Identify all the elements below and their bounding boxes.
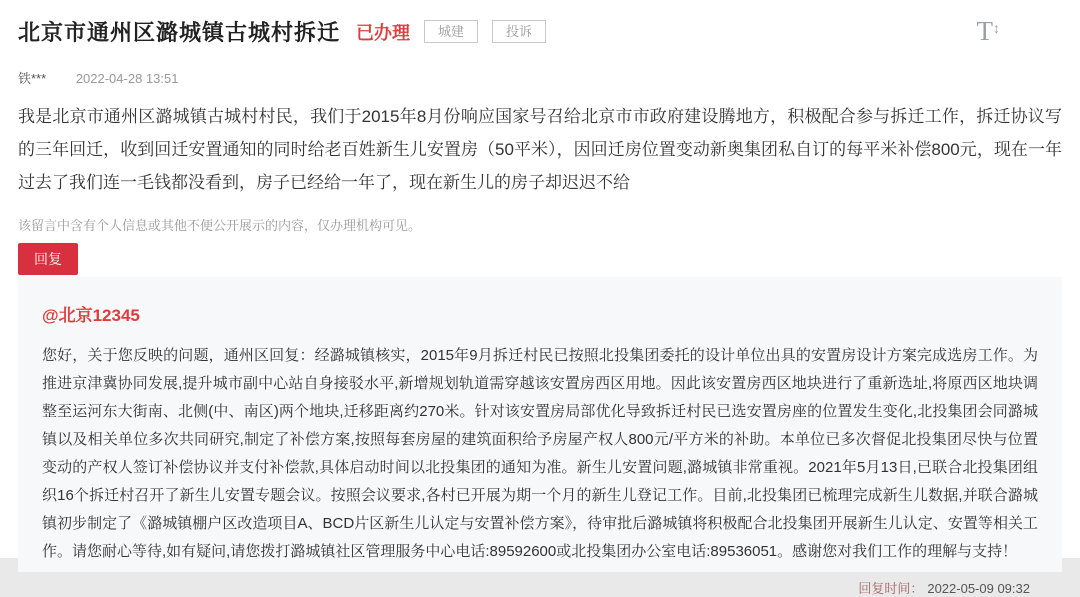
font-size-icon[interactable] — [977, 18, 1001, 45]
reply-card — [18, 277, 1062, 596]
tag-category[interactable]: 城建 — [424, 20, 478, 44]
post-meta — [18, 68, 1062, 87]
post-content: 我是北京市通州区潞城镇古城村村民，我们于2015年8月份响应国家号召给北京市市政府建设腾地方，积极配合参与拆迁工作，拆迁协议写的三年回迁，收到回迁安置通知的同时给老百姓新生儿安置房（50平米），因回迁房位置变动新奥集团私自订的每平米补偿800元，现在一年过去了我们连一毛钱都没看到，房子已经给一年了，现在新生儿的房子却迟迟不给 — [18, 107, 1062, 192]
author-name: 铁*** — [18, 71, 47, 86]
font-size-icon-letter: T — [976, 16, 993, 46]
responder-name: @北京12345 — [42, 306, 140, 325]
page-title: 北京市通州区潞城镇古城村拆迁 — [18, 20, 341, 45]
status-badge: 已办理 — [356, 22, 411, 43]
privacy-note: 该留言中含有个人信息或其他不便公开展示的内容，仅办理机构可见。 — [18, 218, 422, 233]
reply-time-label: 回复时间： — [858, 581, 924, 596]
reply-time — [42, 578, 1038, 597]
font-size-icon-arrow: ↕ — [993, 20, 1000, 36]
tag-complaint-type[interactable]: 投诉 — [492, 20, 546, 44]
header-row — [18, 16, 1062, 47]
reply-button[interactable]: 回复 — [18, 243, 78, 275]
post-time: 2022-04-28 13:51 — [75, 71, 179, 86]
reply-content: 您好，关于您反映的问题，通州区回复：经潞城镇核实，2015年9月拆迁村民已按照北投集团委托的设计单位出具的安置房设计方案完成选房工作。为推进京津冀协同发展,提升城市副中心站自身接驳水平,新增规划轨道需穿越该安置房西区用地。因此该安置房西区地块进行了重新选址,将原西区地块调整至运河东大街南、北侧(中、南区)两个地块,迁移距离约270米。针对该安置房局部优化导致拆迁村民已选安置房座的位置发生变化,北投集团会同潞城镇以及相关单位多次共同研究,制定了补偿方案,按照每套房屋的建筑面积给予房屋产权人800元/平方米的补助。本单位已多次督促北投集团尽快与位置变动的产权人签订补偿协议并支付补偿款,具体启动时间以北投集团的通知为准。新生儿安置问题,潞城镇非常重视。2021年5月13日,已联合北投集团组织16个拆迁村召开了新生儿安置专题会议。按照会议要求,各村已开展为期一个月的新生儿登记工作。目前,北投集团已梳理完成新生儿数据,并联合潞城镇初步制定了《潞城镇棚户区改造项目A、BCD片区新生儿认定与安置补偿方案》，待审批后潞城镇将积极配合北投集团开展新生儿认定、安置等相关工作。请您耐心等待,如有疑问,请您拨打潞城镇社区管理服务中心电话:89592600或北投集团办公室电话:89536051。感谢您对我们工作的理解与支持！ — [42, 347, 1038, 560]
reply-time-value: 2022-05-09 09:32 — [927, 581, 1030, 596]
